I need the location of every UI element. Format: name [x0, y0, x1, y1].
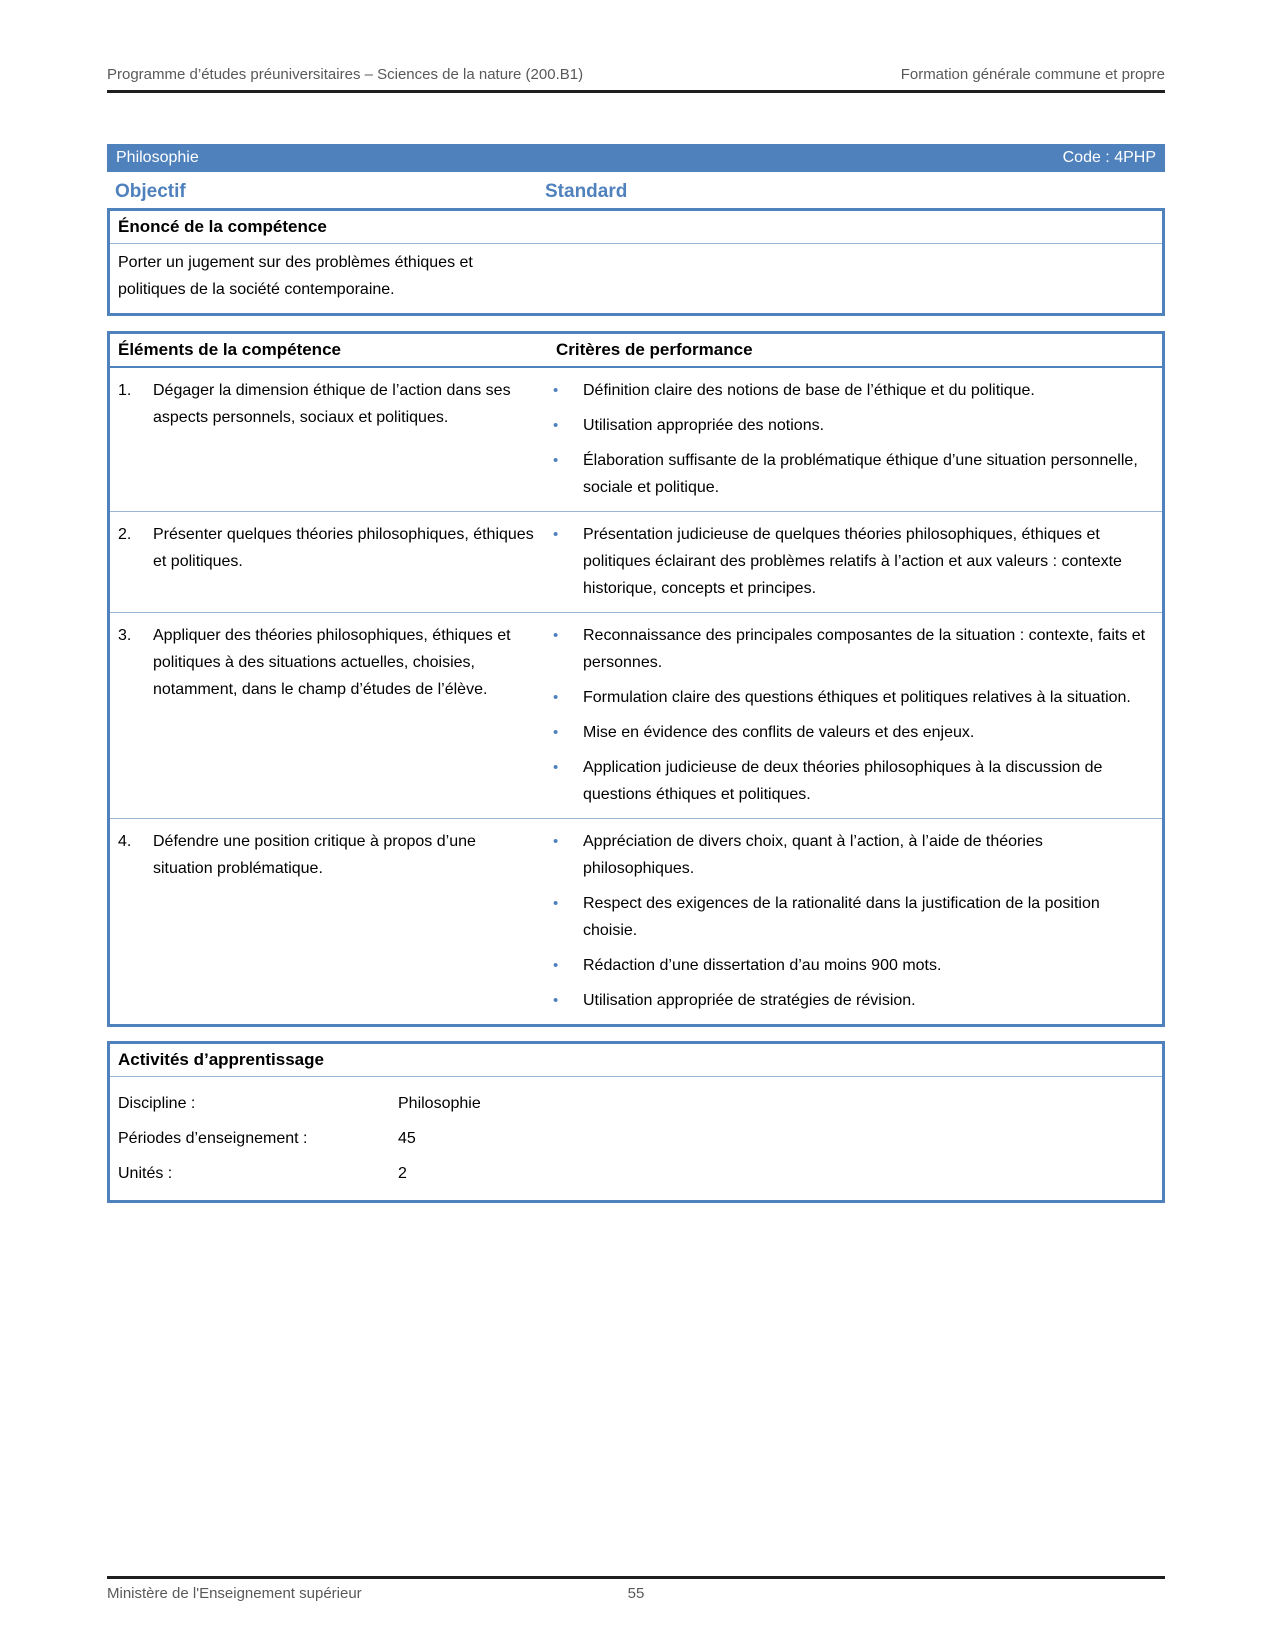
criterion-item — [548, 890, 1154, 944]
criterion-text: Formulation claire des questions éthiques et politiques relatives à la situation. — [583, 689, 1131, 706]
page-footer — [107, 1576, 1165, 1602]
criterion-item — [548, 719, 1154, 746]
criterion-item — [548, 987, 1154, 1014]
activity-label: Discipline : — [118, 1095, 196, 1112]
criterion-item — [548, 447, 1154, 501]
course-title: Philosophie — [116, 149, 199, 166]
criterion-text: Mise en évidence des conflits de valeurs et des enjeux. — [583, 724, 975, 741]
activity-value: 45 — [398, 1130, 416, 1147]
activites-heading: Activités d’apprentissage — [110, 1044, 1162, 1077]
criterion-item — [548, 828, 1154, 882]
activites-box — [107, 1041, 1165, 1203]
criterion-item — [548, 521, 1154, 602]
footer-page-number: 55 — [627, 1585, 645, 1602]
activity-value: 2 — [398, 1165, 407, 1182]
competence-table-header — [110, 334, 1162, 368]
element-cell — [110, 613, 548, 818]
criterion-item — [548, 412, 1154, 439]
bullet-icon: • — [553, 526, 559, 543]
criterion-item — [548, 952, 1154, 979]
criterion-item — [548, 377, 1154, 404]
bullet-icon: • — [553, 452, 559, 469]
element-text: Dégager la dimension éthique de l’action dans ses aspects personnels, sociaux et politiques. — [153, 382, 511, 426]
page-header — [107, 0, 1165, 93]
bullet-icon: • — [553, 724, 559, 741]
criterion-text: Présentation judicieuse de quelques théories philosophiques, éthiques et politiques éclairant des problèmes relatifs à l’action et aux valeurs : contexte historique, concepts et principes. — [583, 526, 1122, 597]
enonce-heading: Énoncé de la compétence — [110, 211, 1162, 244]
criterion-text: Utilisation appropriée des notions. — [583, 417, 825, 434]
enonce-box — [107, 208, 1165, 316]
criteria-cell — [548, 512, 1162, 612]
element-cell — [110, 512, 548, 612]
criterion-text: Élaboration suffisante de la problématique éthique d’une situation personnelle, sociale et politique. — [583, 452, 1138, 496]
page-content — [107, 0, 1165, 1203]
bullet-icon: • — [553, 833, 559, 850]
bullet-icon: • — [553, 957, 559, 974]
column-headings — [107, 181, 1165, 203]
competence-row-2 — [110, 512, 1162, 613]
bullet-icon: • — [553, 627, 559, 644]
element-number: 1. — [118, 382, 132, 399]
criteria-cell — [548, 613, 1162, 818]
objectif-heading: Objectif — [115, 181, 186, 202]
standard-heading: Standard — [545, 181, 628, 202]
activity-label: Périodes d’enseignement : — [118, 1130, 308, 1147]
element-text: Appliquer des théories philosophiques, éthiques et politiques à des situations actuelles, choisies, notamment, dans le champ d’études de l’élève. — [153, 627, 511, 698]
criterion-text: Reconnaissance des principales composantes de la situation : contexte, faits et personnes. — [583, 627, 1146, 671]
criterion-item — [548, 684, 1154, 711]
criterion-text: Utilisation appropriée de stratégies de révision. — [583, 992, 916, 1009]
criterion-text: Respect des exigences de la rationalité dans la justification de la position choisie. — [583, 895, 1100, 939]
bullet-icon: • — [553, 382, 559, 399]
criterion-item — [548, 754, 1154, 808]
competence-row-1 — [110, 368, 1162, 512]
element-cell — [110, 368, 548, 511]
bullet-icon: • — [553, 759, 559, 776]
header-right-text: Formation générale commune et propre — [900, 66, 1165, 83]
competence-row-4 — [110, 819, 1162, 1024]
activity-value: Philosophie — [398, 1095, 481, 1112]
element-number: 4. — [118, 833, 132, 850]
activity-rows — [110, 1077, 1162, 1200]
bullet-icon: • — [553, 689, 559, 706]
competence-table — [107, 331, 1165, 1027]
criterion-text: Rédaction d’une dissertation d’au moins 900 mots. — [583, 957, 942, 974]
criterion-text: Application judicieuse de deux théories philosophiques à la discussion de questions éthiques et politiques. — [583, 759, 1103, 803]
header-left-text: Programme d’études préuniversitaires – Sciences de la nature (200.B1) — [107, 66, 584, 83]
element-cell — [110, 819, 548, 1024]
elements-column-header: Éléments de la compétence — [118, 340, 341, 359]
criteria-cell — [548, 368, 1162, 511]
activity-row-unites — [118, 1162, 1154, 1186]
enonce-body: Porter un jugement sur des problèmes éthiques et politiques de la société contemporaine. — [118, 254, 473, 298]
activity-row-discipline — [118, 1092, 1154, 1116]
criteres-column-header: Critères de performance — [556, 340, 753, 359]
course-title-bar — [107, 144, 1165, 172]
bullet-icon: • — [553, 417, 559, 434]
activity-label: Unités : — [118, 1165, 173, 1182]
criterion-item — [548, 622, 1154, 676]
criteria-cell — [548, 819, 1162, 1024]
criterion-text: Appréciation de divers choix, quant à l’action, à l’aide de théories philosophiques. — [583, 833, 1043, 877]
activity-row-periodes — [118, 1127, 1154, 1151]
bullet-icon: • — [553, 992, 559, 1009]
competence-row-3 — [110, 613, 1162, 819]
criterion-text: Définition claire des notions de base de l’éthique et du politique. — [583, 382, 1035, 399]
element-number: 2. — [118, 526, 132, 543]
element-text: Défendre une position critique à propos d’une situation problématique. — [153, 833, 476, 877]
element-number: 3. — [118, 627, 132, 644]
footer-ministry: Ministère de l'Enseignement supérieur — [107, 1585, 362, 1602]
course-code: Code : 4PHP — [1062, 149, 1156, 166]
bullet-icon: • — [553, 895, 559, 912]
element-text: Présenter quelques théories philosophiques, éthiques et politiques. — [153, 526, 534, 570]
